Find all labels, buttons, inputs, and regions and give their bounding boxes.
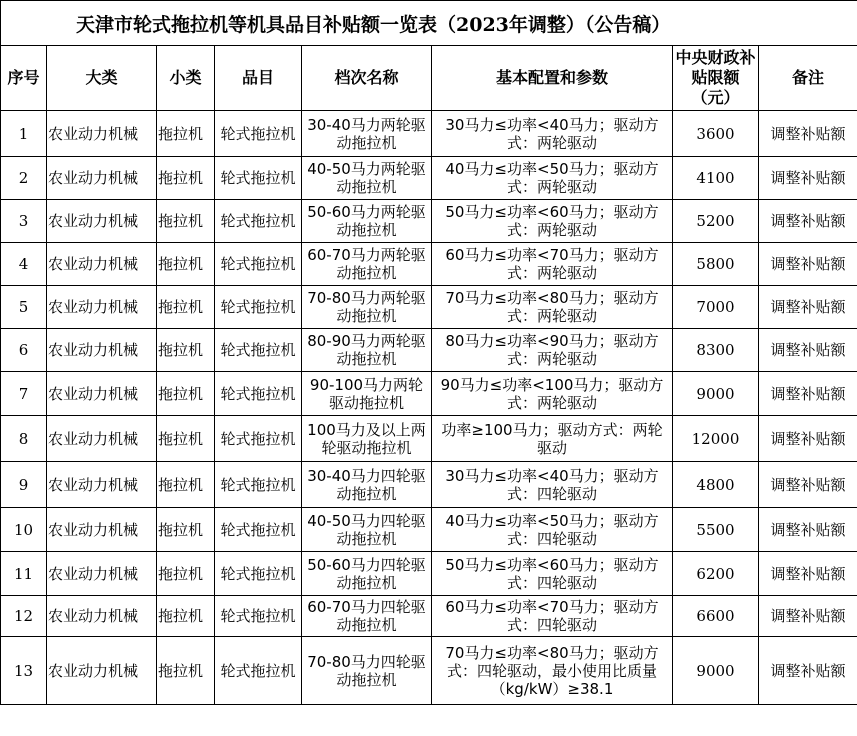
row-amount: 8300 xyxy=(673,329,759,372)
row-spec: 30马力≤功率<40马力；驱动方式：两轮驱动 xyxy=(432,111,673,157)
row-grade: 90-100马力两轮驱动拖拉机 xyxy=(302,372,432,416)
row-grade: 40-50马力两轮驱动拖拉机 xyxy=(302,157,432,200)
header-row xyxy=(1,46,857,111)
row-grade: 70-80马力两轮驱动拖拉机 xyxy=(302,286,432,329)
row-grade: 60-70马力四轮驱动拖拉机 xyxy=(302,596,432,637)
row-remark: 调整补贴额 xyxy=(759,200,857,243)
row-subcategory: 拖拉机 xyxy=(157,111,215,157)
row-number: 9 xyxy=(1,462,47,508)
row-spec: 功率≥100马力；驱动方式：两轮驱动 xyxy=(432,416,673,462)
row-category: 农业动力机械 xyxy=(47,462,157,508)
row-category: 农业动力机械 xyxy=(47,329,157,372)
row-grade: 80-90马力两轮驱动拖拉机 xyxy=(302,329,432,372)
row-amount: 6600 xyxy=(673,596,759,637)
row-subcategory: 拖拉机 xyxy=(157,200,215,243)
row-grade: 50-60马力四轮驱动拖拉机 xyxy=(302,552,432,596)
table-row xyxy=(1,508,857,552)
row-amount: 12000 xyxy=(673,416,759,462)
row-remark: 调整补贴额 xyxy=(759,596,857,637)
table-row xyxy=(1,329,857,372)
title-row xyxy=(1,1,857,46)
row-number: 12 xyxy=(1,596,47,637)
header-grade: 档次名称 xyxy=(302,46,432,111)
row-category: 农业动力机械 xyxy=(47,552,157,596)
row-amount: 9000 xyxy=(673,372,759,416)
row-amount: 7000 xyxy=(673,286,759,329)
row-subcategory: 拖拉机 xyxy=(157,416,215,462)
row-grade: 70-80马力四轮驱动拖拉机 xyxy=(302,637,432,705)
row-category: 农业动力机械 xyxy=(47,157,157,200)
row-spec: 40马力≤功率<50马力；驱动方式：四轮驱动 xyxy=(432,508,673,552)
row-amount: 3600 xyxy=(673,111,759,157)
row-item: 轮式拖拉机 xyxy=(215,596,302,637)
row-category: 农业动力机械 xyxy=(47,416,157,462)
row-grade: 60-70马力两轮驱动拖拉机 xyxy=(302,243,432,286)
row-item: 轮式拖拉机 xyxy=(215,157,302,200)
header-category: 大类 xyxy=(47,46,157,111)
row-remark: 调整补贴额 xyxy=(759,508,857,552)
table-row xyxy=(1,200,857,243)
row-subcategory: 拖拉机 xyxy=(157,462,215,508)
row-remark: 调整补贴额 xyxy=(759,243,857,286)
table-row xyxy=(1,157,857,200)
row-item: 轮式拖拉机 xyxy=(215,200,302,243)
header-item: 品目 xyxy=(215,46,302,111)
row-grade: 30-40马力两轮驱动拖拉机 xyxy=(302,111,432,157)
row-remark: 调整补贴额 xyxy=(759,372,857,416)
row-number: 13 xyxy=(1,637,47,705)
row-category: 农业动力机械 xyxy=(47,111,157,157)
row-remark: 调整补贴额 xyxy=(759,552,857,596)
row-subcategory: 拖拉机 xyxy=(157,243,215,286)
table-row xyxy=(1,372,857,416)
table-row xyxy=(1,637,857,705)
row-spec: 80马力≤功率<90马力；驱动方式：两轮驱动 xyxy=(432,329,673,372)
row-number: 1 xyxy=(1,111,47,157)
row-number: 10 xyxy=(1,508,47,552)
row-item: 轮式拖拉机 xyxy=(215,111,302,157)
row-subcategory: 拖拉机 xyxy=(157,372,215,416)
row-subcategory: 拖拉机 xyxy=(157,552,215,596)
row-item: 轮式拖拉机 xyxy=(215,552,302,596)
row-amount: 6200 xyxy=(673,552,759,596)
row-grade: 30-40马力四轮驱动拖拉机 xyxy=(302,462,432,508)
row-spec: 50马力≤功率<60马力；驱动方式：四轮驱动 xyxy=(432,552,673,596)
row-spec: 60马力≤功率<70马力；驱动方式：两轮驱动 xyxy=(432,243,673,286)
row-remark: 调整补贴额 xyxy=(759,462,857,508)
row-amount: 9000 xyxy=(673,637,759,705)
row-subcategory: 拖拉机 xyxy=(157,596,215,637)
row-grade: 100马力及以上两轮驱动拖拉机 xyxy=(302,416,432,462)
row-number: 3 xyxy=(1,200,47,243)
row-number: 6 xyxy=(1,329,47,372)
table-row xyxy=(1,111,857,157)
row-remark: 调整补贴额 xyxy=(759,637,857,705)
row-subcategory: 拖拉机 xyxy=(157,286,215,329)
row-category: 农业动力机械 xyxy=(47,637,157,705)
header-amount: 中央财政补贴限额（元） xyxy=(673,46,759,111)
row-number: 8 xyxy=(1,416,47,462)
row-number: 2 xyxy=(1,157,47,200)
row-number: 4 xyxy=(1,243,47,286)
table-row xyxy=(1,243,857,286)
table-title: 天津市轮式拖拉机等机具品目补贴额一览表（2023年调整）（公告稿） xyxy=(1,1,857,46)
table-row xyxy=(1,552,857,596)
header-spec: 基本配置和参数 xyxy=(432,46,673,111)
row-item: 轮式拖拉机 xyxy=(215,637,302,705)
row-remark: 调整补贴额 xyxy=(759,329,857,372)
row-category: 农业动力机械 xyxy=(47,200,157,243)
row-remark: 调整补贴额 xyxy=(759,286,857,329)
row-amount: 4100 xyxy=(673,157,759,200)
header-no: 序号 xyxy=(1,46,47,111)
row-subcategory: 拖拉机 xyxy=(157,329,215,372)
row-subcategory: 拖拉机 xyxy=(157,157,215,200)
row-spec: 70马力≤功率<80马力；驱动方式：两轮驱动 xyxy=(432,286,673,329)
table-row xyxy=(1,416,857,462)
row-subcategory: 拖拉机 xyxy=(157,508,215,552)
row-spec: 50马力≤功率<60马力；驱动方式：两轮驱动 xyxy=(432,200,673,243)
row-amount: 5200 xyxy=(673,200,759,243)
row-item: 轮式拖拉机 xyxy=(215,329,302,372)
row-item: 轮式拖拉机 xyxy=(215,286,302,329)
row-spec: 90马力≤功率<100马力；驱动方式：两轮驱动 xyxy=(432,372,673,416)
row-item: 轮式拖拉机 xyxy=(215,372,302,416)
row-amount: 5800 xyxy=(673,243,759,286)
row-item: 轮式拖拉机 xyxy=(215,462,302,508)
table-body xyxy=(1,111,857,705)
row-item: 轮式拖拉机 xyxy=(215,508,302,552)
header-subcategory: 小类 xyxy=(157,46,215,111)
row-spec: 70马力≤功率<80马力；驱动方式：四轮驱动，最小使用比质量（kg/kW）≥38.1 xyxy=(432,637,673,705)
row-remark: 调整补贴额 xyxy=(759,111,857,157)
row-number: 5 xyxy=(1,286,47,329)
row-spec: 30马力≤功率<40马力；驱动方式：四轮驱动 xyxy=(432,462,673,508)
header-remark: 备注 xyxy=(759,46,857,111)
row-amount: 5500 xyxy=(673,508,759,552)
row-number: 11 xyxy=(1,552,47,596)
row-spec: 60马力≤功率<70马力；驱动方式：四轮驱动 xyxy=(432,596,673,637)
row-amount: 4800 xyxy=(673,462,759,508)
row-number: 7 xyxy=(1,372,47,416)
row-spec: 40马力≤功率<50马力；驱动方式：两轮驱动 xyxy=(432,157,673,200)
row-category: 农业动力机械 xyxy=(47,372,157,416)
row-grade: 40-50马力四轮驱动拖拉机 xyxy=(302,508,432,552)
table-row xyxy=(1,596,857,637)
row-category: 农业动力机械 xyxy=(47,243,157,286)
row-category: 农业动力机械 xyxy=(47,596,157,637)
row-category: 农业动力机械 xyxy=(47,508,157,552)
row-grade: 50-60马力两轮驱动拖拉机 xyxy=(302,200,432,243)
row-item: 轮式拖拉机 xyxy=(215,416,302,462)
table-row xyxy=(1,462,857,508)
row-subcategory: 拖拉机 xyxy=(157,637,215,705)
row-remark: 调整补贴额 xyxy=(759,416,857,462)
row-remark: 调整补贴额 xyxy=(759,157,857,200)
row-category: 农业动力机械 xyxy=(47,286,157,329)
table-row xyxy=(1,286,857,329)
row-item: 轮式拖拉机 xyxy=(215,243,302,286)
